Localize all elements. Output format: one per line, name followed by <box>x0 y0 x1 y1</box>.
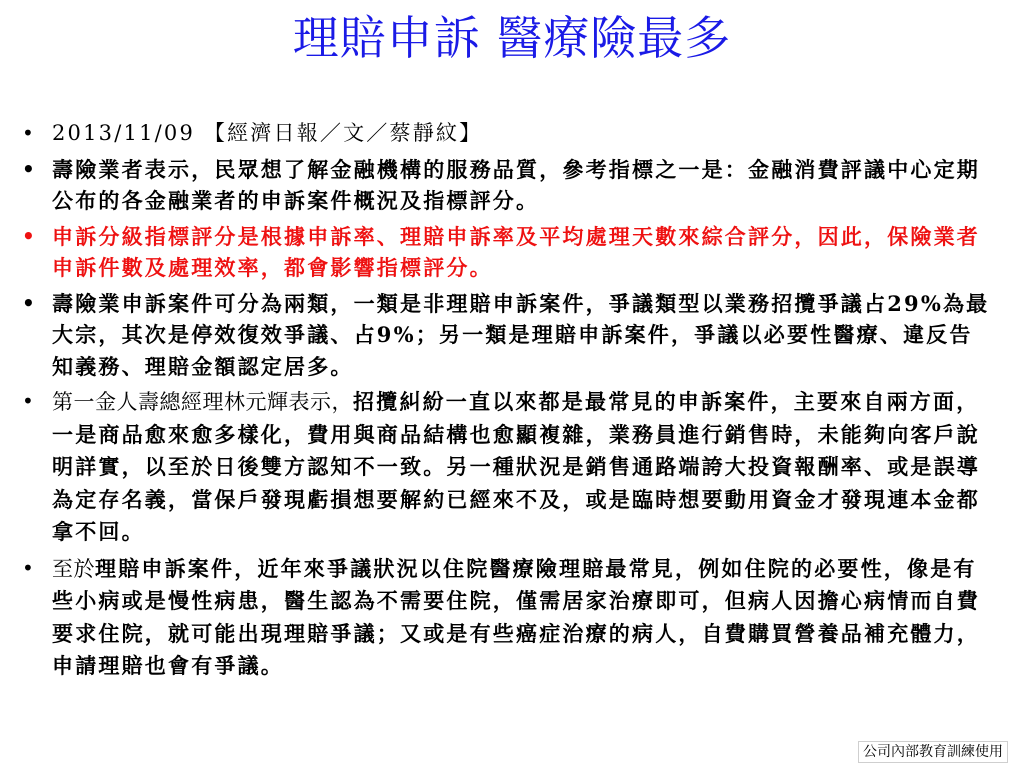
bullet-marker: • <box>22 290 37 315</box>
bullet-item <box>20 288 995 383</box>
bullet-marker: • <box>22 555 36 580</box>
bullet-marker: • <box>22 223 37 248</box>
bullet-marker: • <box>22 389 36 413</box>
bullet-marker: • <box>22 156 37 181</box>
internal-use-footer: 公司內部教育訓練使用 <box>858 741 1008 763</box>
bullet-item <box>20 553 995 683</box>
bullet-text: 招攬糾紛一直以來都是最常見的申訴案件，主要來自兩方面，一是商品愈來愈多樣化，費用與商品結構也愈顯複雜，業務員進行銷售時，未能夠向客戶說明詳實，以至於日後雙方認知不一致。另一種狀況是銷售通路端誇大投資報酬率、或是誤導為定存名義，當保戶發現虧損想要解約已經來不及，或是臨時想要動用資金才發現連本金都拿不回。 <box>52 389 980 544</box>
bullet-item <box>20 154 995 217</box>
slide-title: 理賠申訴 醫療險最多 <box>292 11 732 65</box>
bullet-item-highlighted <box>20 221 995 284</box>
bullet-text: 申訴分級指標評分是根據申訴率、理賠申訴率及平均處理天數來綜合評分，因此，保險業者申訴件數及處理效率，都會影響指標評分。 <box>52 223 980 280</box>
bullet-source-line <box>20 118 995 150</box>
bullet-marker: • <box>22 121 36 145</box>
bullet-text: 2013/11/09 【經濟日報／文／蔡靜紋】 <box>52 121 483 145</box>
bullet-lead-text: 第一金人壽總經理林元輝表示， <box>52 390 353 414</box>
bullet-lead-text: 至於 <box>52 556 95 581</box>
bullet-text: 理賠申訴案件，近年來爭議狀況以住院醫療險理賠最常見，例如住院的必要性，像是有些小病或是慢性病患，醫生認為不需要住院，僅需居家治療即可，但病人因擔心病情而自費要求住院，就可能出現理賠爭議；又或是有些癌症治療的病人，自費購買營養品補充體力，申請理賠也會有爭議。 <box>52 555 980 678</box>
bullet-text: 壽險業申訴案件可分為兩類，一類是非理賠申訴案件，爭議類型以業務招攬爭議占29%為最大宗，其次是停效復效爭議、占9%；另一類是理賠申訴案件，爭議以必要性醫療、違反告知義務、理賠金額認定居多。 <box>52 290 990 379</box>
bullet-item <box>20 386 995 549</box>
bullet-list <box>20 118 995 687</box>
bullet-text: 壽險業者表示，民眾想了解金融機構的服務品質，參考指標之一是：金融消費評議中心定期公布的各金融業者的申訴案件概況及指標評分。 <box>52 156 980 213</box>
